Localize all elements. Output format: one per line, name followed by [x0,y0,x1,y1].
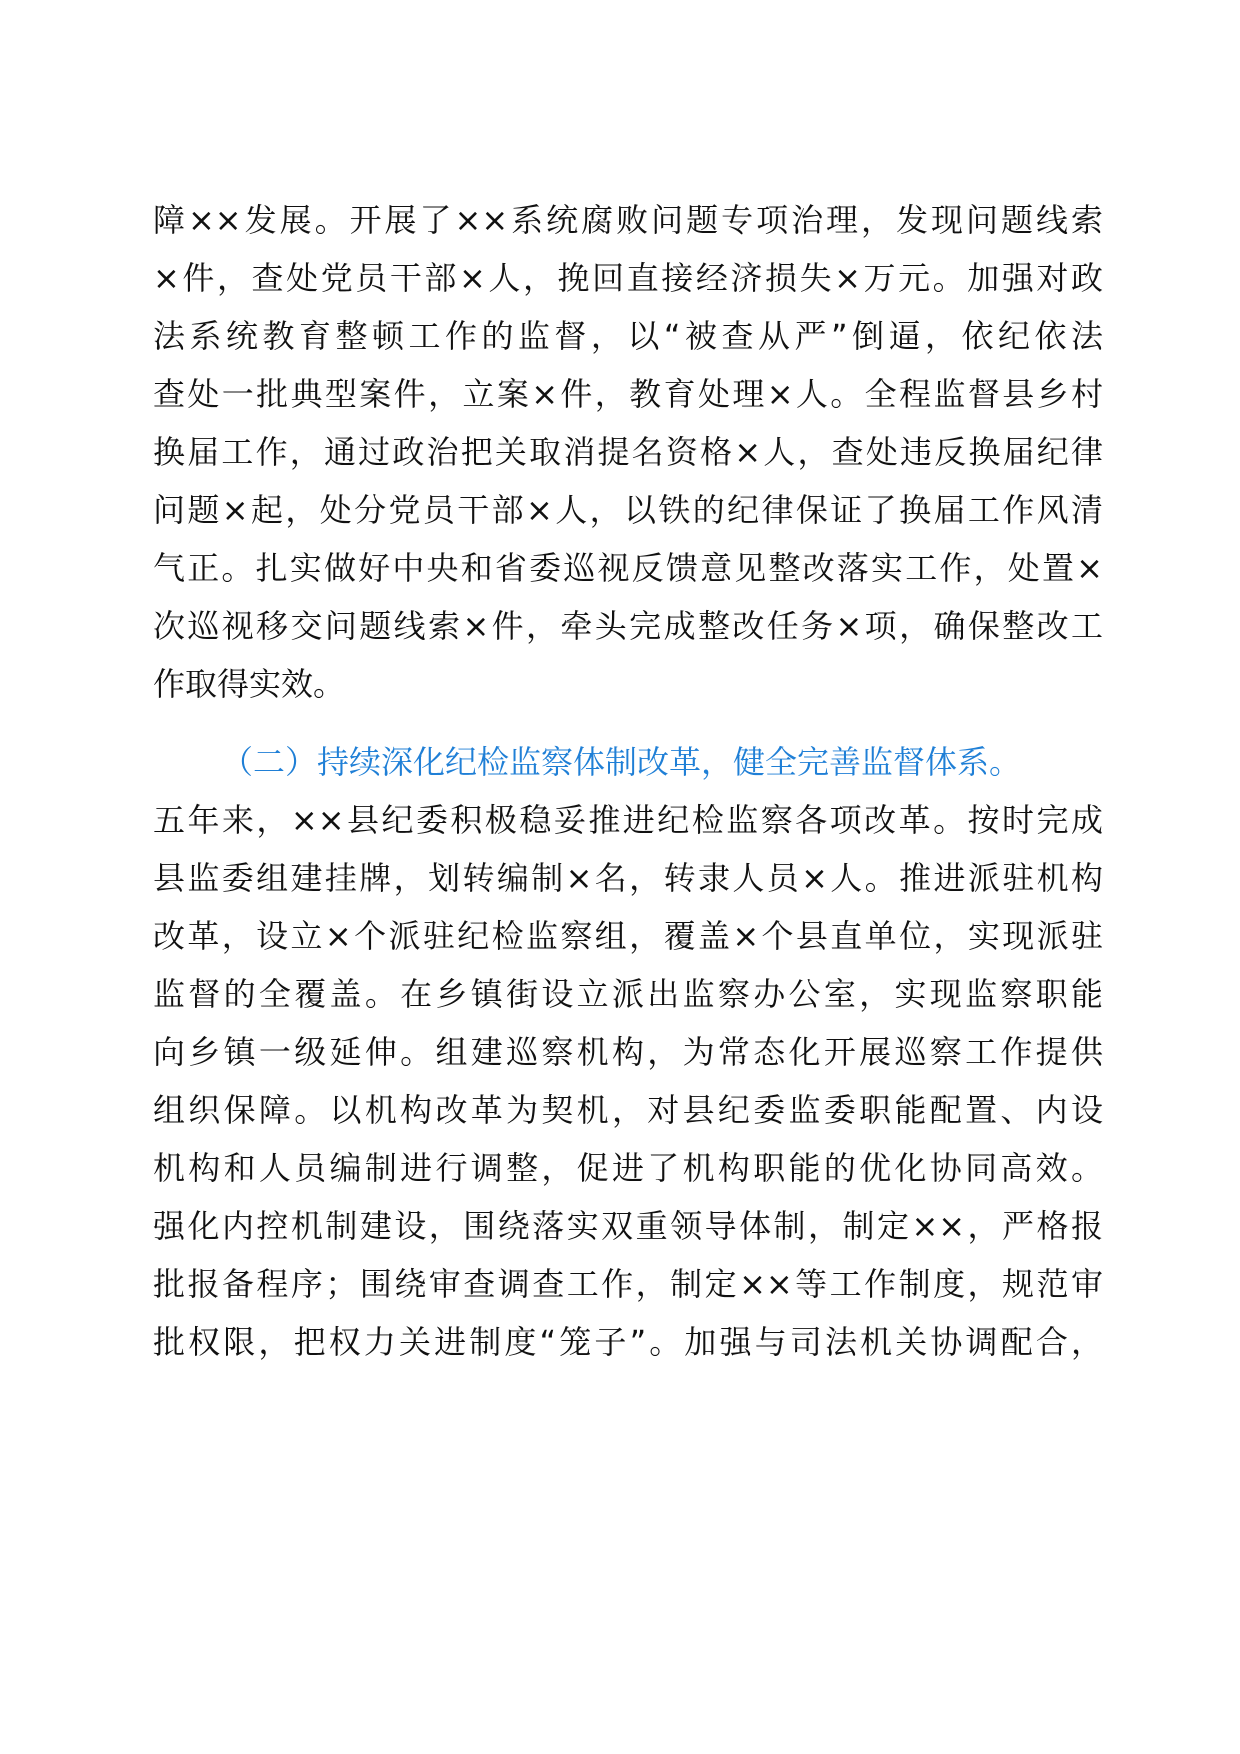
paragraph-line: 监督的全覆盖。在乡镇街设立派出监察办公室，实现监察职能 [153,975,1103,1013]
paragraph-line: 向乡镇一级延伸。组建巡察机构，为常态化开展巡察工作提供 [153,1033,1103,1071]
paragraph-line: 改革，设立×个派驻纪检监察组，覆盖×个县直单位，实现派驻 [153,917,1103,955]
paragraph-line: 气正。扎实做好中央和省委巡视反馈意见整改落实工作，处置× [153,549,1103,587]
paragraph-line: 换届工作，通过政治把关取消提名资格×人，查处违反换届纪律 [153,433,1103,471]
paragraph-line: 作取得实效。 [153,665,346,703]
paragraph-line: 五年来，××县纪委积极稳妥推进纪检监察各项改革。按时完成 [153,801,1103,839]
paragraph-line: 法系统教育整顿工作的监督，以“被查从严”倒逼，依纪依法 [153,317,1103,355]
paragraph-line: 强化内控机制建设，围绕落实双重领导体制，制定××，严格报 [153,1207,1103,1245]
paragraph-line: ×件，查处党员干部×人，挽回直接经济损失×万元。加强对政 [153,259,1103,297]
paragraph-line: 县监委组建挂牌，划转编制×名，转隶人员×人。推进派驻机构 [153,859,1103,897]
paragraph-line: 批权限，把权力关进制度“笼子”。加强与司法机关协调配合， [153,1323,1103,1361]
section-heading: （二）持续深化纪检监察体制改革，健全完善监督体系。 [221,743,1022,781]
paragraph-line: 障××发展。开展了××系统腐败问题专项治理，发现问题线索 [153,201,1103,239]
paragraph-line: 组织保障。以机构改革为契机，对县纪委监委职能配置、内设 [153,1091,1103,1129]
paragraph-line: 问题×起，处分党员干部×人，以铁的纪律保证了换届工作风清 [153,491,1103,529]
paragraph-line: 机构和人员编制进行调整，促进了机构职能的优化协同高效。 [153,1149,1103,1187]
paragraph-line: 查处一批典型案件，立案×件，教育处理×人。全程监督县乡村 [153,375,1103,413]
paragraph-line: 批报备程序；围绕审查调查工作，制定××等工作制度，规范审 [153,1265,1103,1303]
paragraph-line: 次巡视移交问题线索×件，牵头完成整改任务×项，确保整改工 [153,607,1103,645]
